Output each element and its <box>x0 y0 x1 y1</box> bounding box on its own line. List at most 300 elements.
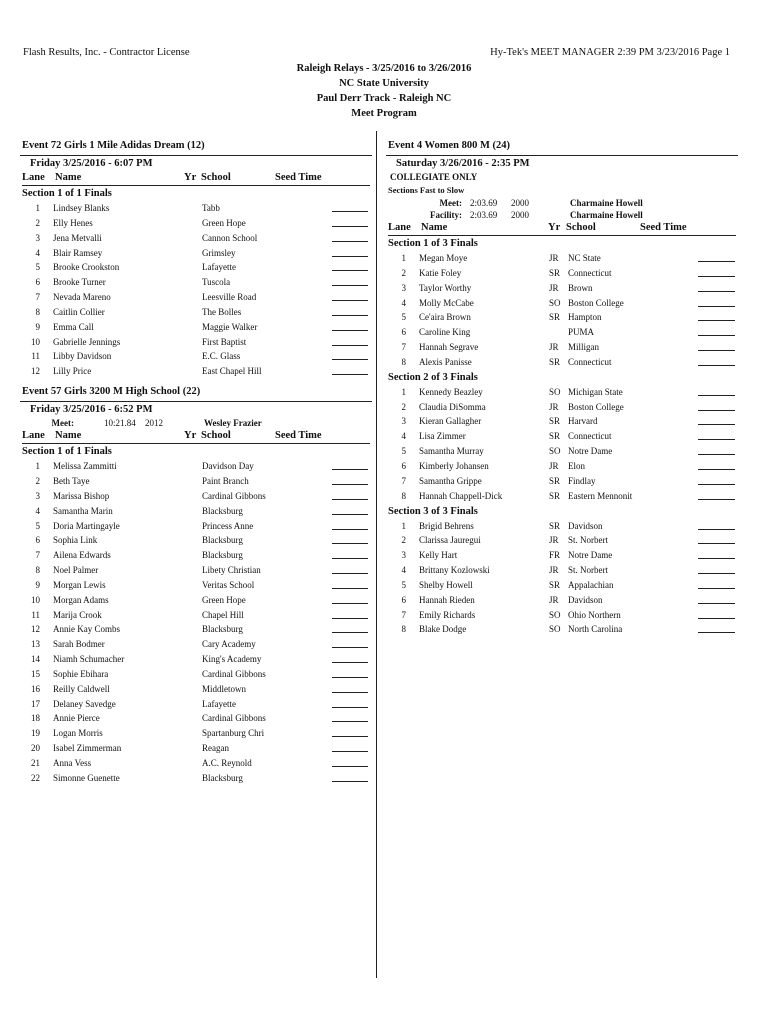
entry-name: Morgan Adams <box>53 594 109 605</box>
entry-row <box>22 741 370 756</box>
entry-lane: 22 <box>31 772 40 783</box>
section-title: Section 1 of 1 Finals <box>22 446 112 458</box>
entry-name: Marissa Bishop <box>53 490 110 501</box>
entry-year: SR <box>549 267 561 278</box>
entry-name: Nevada Mareno <box>53 292 111 303</box>
entry-year: JR <box>549 594 559 605</box>
entry-name: Doria Martingayle <box>53 520 120 531</box>
seed-time-blank <box>332 321 368 331</box>
entry-row <box>388 608 736 623</box>
column-divider <box>376 131 377 978</box>
entry-row <box>388 251 736 266</box>
entry-lane: 16 <box>31 683 40 694</box>
record-line <box>388 209 736 221</box>
seed-time-blank <box>332 261 368 271</box>
entry-school: Davidson <box>568 594 603 605</box>
section-title: Section 3 of 3 Finals <box>388 505 478 517</box>
right-column <box>388 139 736 637</box>
entry-name: Simonne Guenette <box>53 772 120 783</box>
entry-year: JR <box>549 565 559 576</box>
entry-name: Beth Taye <box>53 475 90 486</box>
seed-time-blank <box>698 594 735 604</box>
entry-name: Blair Ramsey <box>53 247 103 258</box>
entry-row <box>22 652 370 667</box>
entry-lane: 1 <box>401 520 406 531</box>
seed-time-blank <box>698 534 735 544</box>
entry-row <box>22 305 370 320</box>
record-time: 10:21.84 <box>104 418 136 429</box>
seed-time-blank <box>332 623 368 633</box>
entry-lane: 8 <box>401 490 406 501</box>
header-meet-manager: Hy-Tek's MEET MANAGER 2:39 PM 3/23/2016 Page 1 <box>490 47 730 58</box>
entry-name: Samantha Marin <box>53 505 113 516</box>
entry-school: Middletown <box>202 683 246 694</box>
seed-time-blank <box>332 276 368 286</box>
entry-school: Blacksburg <box>202 535 243 546</box>
column-header-lane: Lane <box>22 172 45 183</box>
entry-school: Elon <box>568 460 585 471</box>
entry-lane: 12 <box>31 366 40 377</box>
entry-school: Boston College <box>568 297 624 308</box>
seed-time-blank <box>332 668 368 678</box>
entry-name: Morgan Lewis <box>53 579 106 590</box>
entry-lane: 1 <box>401 253 406 263</box>
entry-lane: 2 <box>401 267 406 278</box>
entry-year: SR <box>549 431 561 442</box>
entry-lane: 14 <box>31 654 40 665</box>
seed-time-blank <box>332 247 368 257</box>
entry-year: SR <box>549 490 561 501</box>
entry-school: Blacksburg <box>202 624 243 635</box>
entry-lane: 5 <box>401 579 406 590</box>
entry-school: Leesville Road <box>202 292 257 303</box>
entry-name: Noel Palmer <box>53 565 99 576</box>
entry-name: Caitlin Collier <box>53 306 105 317</box>
seed-time-blank <box>332 291 368 301</box>
event-rule <box>20 401 372 402</box>
entry-name: Brittany Kozlowski <box>419 565 490 576</box>
entry-name: Hannah Rieden <box>419 594 475 605</box>
entry-row <box>388 533 736 548</box>
meet-title: Raleigh Relays - 3/25/2016 to 3/26/2016 <box>296 63 472 74</box>
entry-lane: 8 <box>35 306 40 317</box>
entry-row <box>22 489 370 504</box>
entry-school: Lafayette <box>202 698 236 709</box>
entry-name: Marija Crook <box>53 609 102 620</box>
entry-name: Megan Moye <box>419 253 468 263</box>
entry-name: Lisa Zimmer <box>419 431 466 442</box>
entry-year: SO <box>549 386 561 397</box>
entry-school: Reagan <box>202 743 229 754</box>
entry-row <box>22 533 370 548</box>
entry-row <box>22 275 370 290</box>
column-header-school: School <box>566 222 596 233</box>
entry-lane: 3 <box>35 232 40 243</box>
entry-year: SR <box>549 475 561 486</box>
entry-name: Logan Morris <box>53 728 103 739</box>
entry-lane: 5 <box>401 446 406 457</box>
entry-year: JR <box>549 282 559 293</box>
event-datetime: Friday 3/25/2016 - 6:07 PM <box>30 158 153 169</box>
column-header-name: Name <box>55 172 82 183</box>
entry-school: NC State <box>568 253 601 263</box>
seed-time-blank <box>332 534 368 544</box>
entry-name: Ce'aira Brown <box>419 312 471 323</box>
entry-name: Lilly Price <box>53 366 92 377</box>
entry-school: Chapel Hill <box>202 609 244 620</box>
event-title: Event 4 Women 800 M (24) <box>388 140 511 151</box>
entry-lane: 7 <box>401 609 406 620</box>
record-year: 2012 <box>145 418 163 429</box>
entry-name: Lindsey Blanks <box>53 203 110 213</box>
entry-row <box>388 563 736 578</box>
meet-title-block <box>0 61 768 121</box>
seed-time-blank <box>698 549 735 559</box>
column-header-school: School <box>201 172 231 183</box>
entry-name: Alexis Panisse <box>419 356 472 367</box>
entry-row <box>388 593 736 608</box>
entry-row <box>388 578 736 593</box>
entry-row <box>22 697 370 712</box>
entry-row <box>22 771 370 786</box>
seed-time-blank <box>332 772 368 782</box>
meet-track: Paul Derr Track - Raleigh NC <box>316 93 452 104</box>
entry-lane: 6 <box>401 460 406 471</box>
entry-school: Tuscola <box>202 277 231 288</box>
seed-time-blank <box>332 638 368 648</box>
entry-lane: 13 <box>31 639 40 650</box>
record-line <box>388 197 736 209</box>
entry-school: PUMA <box>568 327 595 338</box>
entry-school: Brown <box>568 282 593 293</box>
entry-row <box>388 400 736 415</box>
entry-year: SO <box>549 446 561 457</box>
entry-row <box>22 608 370 623</box>
seed-time-blank <box>698 609 735 619</box>
record-holder: Charmaine Howell <box>570 198 643 208</box>
entry-name: Katie Foley <box>419 267 462 278</box>
seed-time-blank <box>332 460 368 470</box>
entry-year: JR <box>549 460 559 471</box>
seed-time-blank <box>698 475 735 485</box>
seed-time-blank <box>332 698 368 708</box>
entry-row <box>22 290 370 305</box>
entry-name: Kelly Hart <box>419 550 458 561</box>
entry-lane: 4 <box>35 505 40 516</box>
entry-school: E.C. Glass <box>202 351 241 362</box>
entry-year: JR <box>549 342 559 353</box>
column-header-seed: Seed Time <box>275 430 322 442</box>
entry-row <box>22 711 370 726</box>
entry-school: St. Norbert <box>568 565 608 576</box>
entry-lane: 8 <box>401 624 406 635</box>
entry-name: Hannah Segrave <box>419 342 479 353</box>
event-subnote: Sections Fast to Slow <box>388 185 465 195</box>
entry-lane: 1 <box>35 203 40 213</box>
entry-name: Libby Davidson <box>53 351 112 362</box>
entry-lane: 5 <box>35 262 40 273</box>
entry-name: Ailena Edwards <box>53 550 111 561</box>
entry-name: Emily Richards <box>419 609 476 620</box>
section-title: Section 1 of 1 Finals <box>22 188 112 199</box>
entry-lane: 7 <box>401 342 406 353</box>
entry-row <box>388 266 736 281</box>
event-rule <box>386 155 738 156</box>
entry-name: Kennedy Beazley <box>419 386 483 397</box>
entry-school: Appalachian <box>568 579 614 590</box>
entry-school: Tabb <box>202 203 220 213</box>
event-72 <box>22 139 370 379</box>
entry-lane: 4 <box>401 297 406 308</box>
seed-time-blank <box>698 252 735 262</box>
entry-row <box>388 622 736 637</box>
seed-time-blank <box>698 356 735 366</box>
entry-name: Brooke Turner <box>53 277 106 288</box>
seed-time-blank <box>332 336 368 346</box>
seed-time-blank <box>332 350 368 360</box>
entry-row <box>22 335 370 350</box>
entry-name: Molly McCabe <box>419 297 474 308</box>
entry-school: Michigan State <box>568 386 623 397</box>
entry-school: Harvard <box>568 416 598 427</box>
entry-school: Cardinal Gibbons <box>202 668 266 679</box>
entry-school: Ohio Northern <box>568 609 621 620</box>
seed-time-blank <box>332 365 368 375</box>
entry-school: Spartanburg Chri <box>202 728 265 739</box>
entry-name: Caroline King <box>419 327 471 338</box>
seed-time-blank <box>332 579 368 589</box>
entry-lane: 15 <box>31 668 40 679</box>
entry-school: Cary Academy <box>202 639 256 650</box>
seed-time-blank <box>332 712 368 722</box>
entry-school: Cardinal Gibbons <box>202 713 266 724</box>
entry-lane: 2 <box>35 217 40 228</box>
record-time: 2:03.69 <box>470 210 498 220</box>
entry-name: Jena Metvalli <box>53 232 102 243</box>
entry-school: The Bolles <box>202 306 242 317</box>
entry-year: SR <box>549 579 561 590</box>
entry-row <box>388 281 736 296</box>
entry-school: Blacksburg <box>202 772 243 783</box>
seed-time-blank <box>332 727 368 737</box>
entry-school: Paint Branch <box>202 475 249 486</box>
record-year: 2000 <box>511 210 529 220</box>
entry-row <box>388 325 736 340</box>
seed-time-blank <box>332 505 368 515</box>
column-header-seed: Seed Time <box>275 172 322 183</box>
entry-school: Eastern Mennonit <box>568 490 633 501</box>
entry-lane: 5 <box>35 520 40 531</box>
entry-year: SR <box>549 520 561 531</box>
entry-school: Notre Dame <box>568 550 613 561</box>
entry-school: Green Hope <box>202 594 246 605</box>
entry-name: Sophie Ebihara <box>53 668 109 679</box>
column-header-lane: Lane <box>22 430 45 442</box>
seed-time-blank <box>698 282 735 292</box>
entry-row <box>22 246 370 261</box>
column-header <box>22 171 370 186</box>
entry-row <box>22 578 370 593</box>
entry-row <box>22 682 370 697</box>
entry-lane: 8 <box>401 356 406 367</box>
entry-row <box>388 340 736 355</box>
meet-program-label: Meet Program <box>351 108 417 119</box>
entry-row <box>22 637 370 652</box>
event-note: COLLEGIATE ONLY <box>390 172 478 182</box>
column-header-yr: Yr <box>548 222 561 233</box>
entry-name: Melissa Zammitti <box>53 461 117 472</box>
column-header-lane: Lane <box>388 222 411 233</box>
entry-row <box>388 474 736 489</box>
entry-lane: 3 <box>401 550 406 561</box>
column-header-yr: Yr <box>184 430 197 442</box>
entry-row <box>388 519 736 534</box>
entry-name: Samantha Murray <box>419 446 484 457</box>
seed-time-blank <box>332 742 368 752</box>
seed-time-blank <box>698 326 735 336</box>
seed-time-blank <box>698 490 735 500</box>
entry-school: Libety Christian <box>202 565 261 576</box>
event-datetime: Friday 3/25/2016 - 6:52 PM <box>30 404 153 416</box>
entry-year: JR <box>549 401 559 412</box>
entry-lane: 5 <box>401 312 406 323</box>
record-label: Meet: <box>51 418 74 429</box>
entry-row <box>22 320 370 335</box>
seed-time-blank <box>332 475 368 485</box>
entry-school: Connecticut <box>568 431 612 442</box>
seed-time-blank <box>698 445 735 455</box>
entry-row <box>22 563 370 578</box>
entry-row <box>388 414 736 429</box>
entry-year: FR <box>549 550 561 561</box>
entry-school: Cardinal Gibbons <box>202 490 266 501</box>
entry-name: Gabrielle Jennings <box>53 336 121 347</box>
seed-time-blank <box>332 549 368 559</box>
entry-year: JR <box>549 535 559 546</box>
meet-venue: NC State University <box>339 78 429 89</box>
entry-name: Brigid Behrens <box>419 520 474 531</box>
entry-school: First Baptist <box>202 336 247 347</box>
entry-year: SO <box>549 609 561 620</box>
seed-time-blank <box>698 579 735 589</box>
entry-lane: 10 <box>31 336 40 347</box>
seed-time-blank <box>698 430 735 440</box>
seed-time-blank <box>332 564 368 574</box>
seed-time-blank <box>332 232 368 242</box>
entry-row <box>22 216 370 231</box>
event-57 <box>22 385 370 786</box>
entry-lane: 11 <box>31 351 40 362</box>
entry-name: Niamh Schumacher <box>53 654 125 665</box>
seed-time-blank <box>332 306 368 316</box>
record-holder: Charmaine Howell <box>570 210 643 220</box>
entry-row <box>388 489 736 504</box>
entry-row <box>388 444 736 459</box>
entry-name: Annie Pierce <box>53 713 100 724</box>
entry-row <box>22 201 370 216</box>
seed-time-blank <box>698 415 735 425</box>
seed-time-blank <box>332 683 368 693</box>
entry-row <box>388 548 736 563</box>
entry-lane: 2 <box>401 535 406 546</box>
column-header <box>388 221 736 236</box>
record-holder: Wesley Frazier <box>204 418 262 429</box>
entry-school: King's Academy <box>202 654 262 665</box>
seed-time-blank <box>698 311 735 321</box>
event-title: Event 72 Girls 1 Mile Adidas Dream (12) <box>22 140 205 151</box>
entry-lane: 8 <box>35 565 40 576</box>
seed-time-blank <box>698 520 735 530</box>
seed-time-blank <box>698 401 735 411</box>
entry-lane: 4 <box>35 247 40 258</box>
entry-year: SR <box>549 416 561 427</box>
entry-name: Shelby Howell <box>419 579 473 590</box>
entry-lane: 3 <box>401 416 406 427</box>
seed-time-blank <box>332 594 368 604</box>
record-label: Meet: <box>439 198 462 208</box>
entry-row <box>22 231 370 246</box>
entry-name: Emma Call <box>53 321 94 332</box>
entry-school: Davidson <box>568 520 603 531</box>
column-header-name: Name <box>55 430 82 442</box>
entry-lane: 9 <box>35 321 40 332</box>
entry-lane: 20 <box>31 743 40 754</box>
entry-lane: 1 <box>35 461 40 472</box>
entry-lane: 18 <box>31 713 40 724</box>
section-title: Section 1 of 3 Finals <box>388 238 478 249</box>
entry-name: Taylor Worthy <box>419 282 472 293</box>
seed-time-blank <box>698 460 735 470</box>
entry-row <box>22 593 370 608</box>
entry-name: Delaney Savedge <box>53 698 116 709</box>
entry-name: Brooke Crookston <box>53 262 120 273</box>
header-contractor: Flash Results, Inc. - Contractor License <box>23 47 190 58</box>
entry-row <box>22 459 370 474</box>
column-header-name: Name <box>421 222 448 233</box>
entry-lane: 3 <box>401 282 406 293</box>
seed-time-blank <box>698 297 735 307</box>
entry-lane: 7 <box>401 475 406 486</box>
event-rule <box>20 155 372 156</box>
seed-time-blank <box>698 386 735 396</box>
entry-name: Sophia Link <box>53 535 98 546</box>
entry-name: Isabel Zimmerman <box>53 743 122 754</box>
entry-row <box>388 355 736 370</box>
entry-school: Boston College <box>568 401 624 412</box>
seed-time-blank <box>698 564 735 574</box>
entry-name: Sarah Bodmer <box>53 639 105 650</box>
section-title: Section 2 of 3 Finals <box>388 371 478 383</box>
entry-school: Grimsley <box>202 247 236 258</box>
entry-row <box>22 364 370 379</box>
left-column <box>22 139 370 786</box>
entry-lane: 2 <box>35 475 40 486</box>
entry-school: Cannon School <box>202 232 258 243</box>
record-label: Facility: <box>430 210 462 220</box>
entry-school: Notre Dame <box>568 446 613 457</box>
seed-time-blank <box>332 217 368 227</box>
entry-lane: 1 <box>401 386 406 397</box>
entry-school: North Carolina <box>568 624 623 635</box>
entry-row <box>388 310 736 325</box>
entry-lane: 7 <box>35 292 40 303</box>
entry-school: St. Norbert <box>568 535 608 546</box>
entry-lane: 11 <box>31 609 40 620</box>
entry-lane: 9 <box>35 579 40 590</box>
entry-school: Connecticut <box>568 356 612 367</box>
seed-time-blank <box>332 520 368 530</box>
column-header <box>22 429 370 444</box>
